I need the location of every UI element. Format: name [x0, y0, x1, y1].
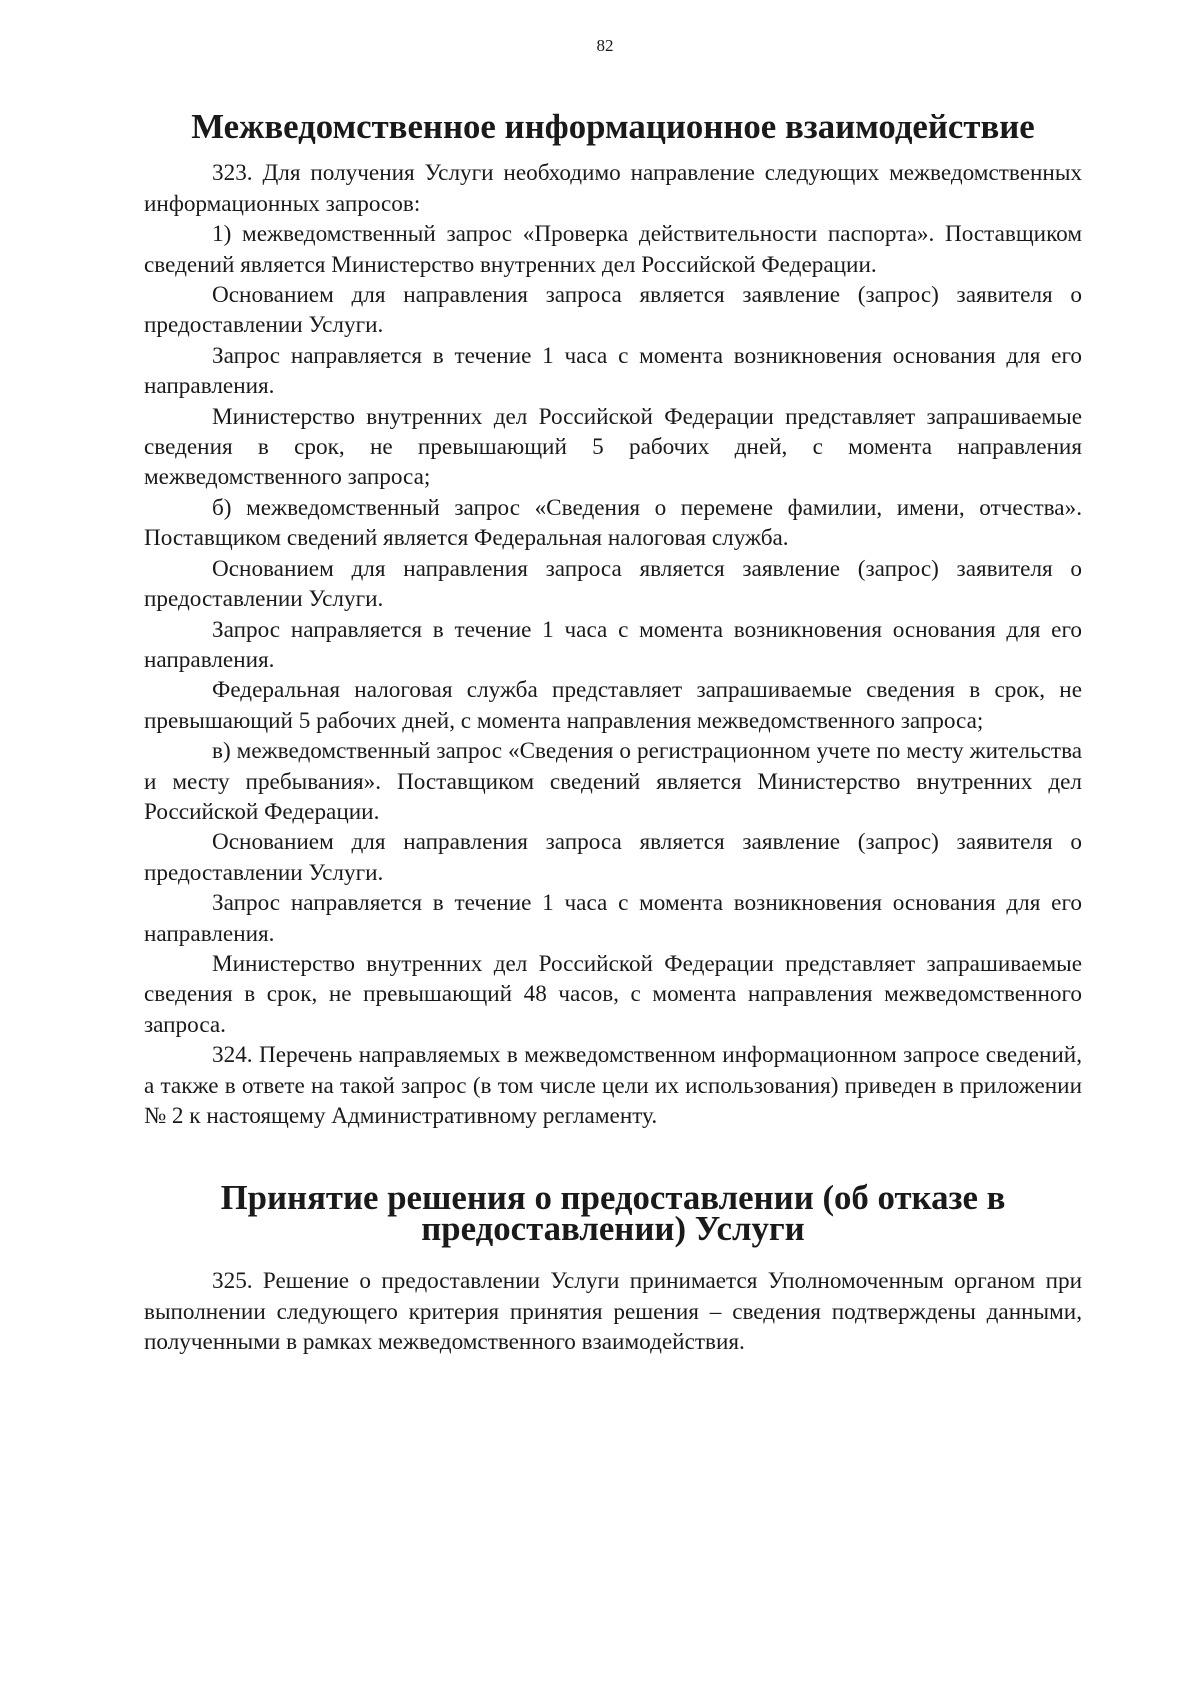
paragraph-request-v-timing: Запрос направляется в течение 1 часа с момента возникновения основания для его направления. — [144, 890, 1082, 947]
paragraph-request-b-basis: Основанием для направления запроса является заявление (запрос) заявителя о предоставлении Услуги. — [144, 555, 1082, 613]
paragraph-request-v-basis: Основанием для направления запроса является заявление (запрос) заявителя о предоставлении Услуги. — [144, 829, 1082, 886]
section-heading-interagency: Межведомственное информационное взаимодействие — [191, 107, 1035, 146]
document-body — [144, 107, 1082, 1357]
paragraph-325: 325. Решение о предоставлении Услуги принимается Уполномоченным органом при выполнении следующего критерия принятия решения – сведения подтверждены данными, полученными в рамках межведомственного взаимодействия. — [144, 1268, 1082, 1356]
paragraph-request-v: в) межведомственный запрос «Сведения о регистрационном учете по месту жительства и месту пребывания». Поставщиком сведений является Министерство внутренних дел Российской Федерации. — [144, 738, 1082, 825]
paragraph-request-v-deadline: Министерство внутренних дел Российской Федерации представляет запрашиваемые сведения в срок, не превышающий 48 часов, с момента направления межведомственного запроса. — [144, 950, 1082, 1038]
paragraph-request-1-deadline: Министерство внутренних дел Российской Федерации представляет запрашиваемые сведения в срок, не превышающий 5 рабочих дней, с момента направления межведомственного запроса; — [144, 403, 1082, 491]
paragraph-request-1-timing: Запрос направляется в течение 1 часа с момента возникновения основания для его направления. — [144, 342, 1082, 400]
paragraph-request-1: 1) межведомственный запрос «Проверка действительности паспорта». Поставщиком сведений является Министерство внутренних дел Российской Федерации. — [144, 221, 1082, 278]
paragraph-request-b-timing: Запрос направляется в течение 1 часа с момента возникновения основания для его направления. — [144, 616, 1082, 673]
section-heading-decision: Принятие решения о предоставлении (об отказе в предоставлении) Услуги — [220, 1178, 1006, 1248]
paragraph-request-b: б) межведомственный запрос «Сведения о перемене фамилии, имени, отчества». Поставщиком сведений является Федеральная налоговая служба. — [144, 494, 1082, 552]
paragraph-324: 324. Перечень направляемых в межведомственном информационном запросе сведений, а также в ответе на такой запрос (в том числе цели их использования) приведен в приложении № 2 к настоящему Административному регламенту. — [144, 1042, 1082, 1129]
paragraph-323-intro: 323. Для получения Услуги необходимо направление следующих межведомственных информационных запросов: — [144, 160, 1082, 217]
paragraph-request-b-deadline: Федеральная налоговая служба представляет запрашиваемые сведения в срок, не превышающий 5 рабочих дней, с момента направления межведомственного запроса; — [144, 677, 1082, 734]
paragraph-request-1-basis: Основанием для направления запроса является заявление (запрос) заявителя о предоставлении Услуги. — [144, 282, 1082, 339]
page-number: 82 — [596, 36, 614, 55]
